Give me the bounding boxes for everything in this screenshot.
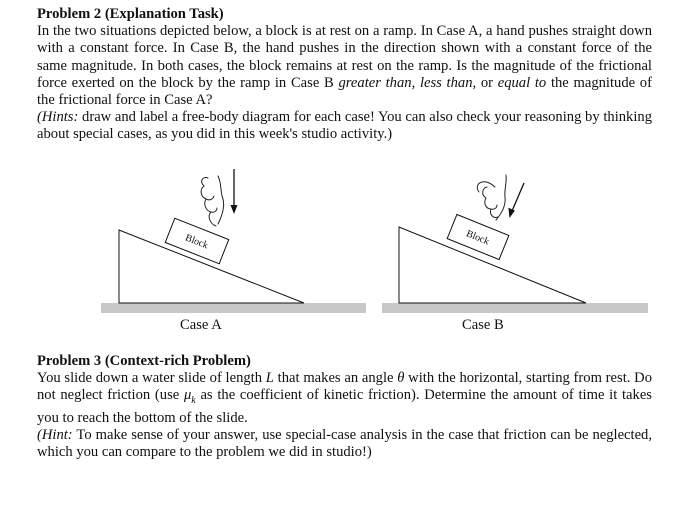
option-less: less than, xyxy=(419,74,477,91)
text-or: or xyxy=(476,74,498,91)
hand-b-icon xyxy=(477,175,506,220)
problem-3-text-3: with the horizontal, starting from rest. Do not neglect friction (use xyxy=(37,370,652,404)
var-mu-sub: k xyxy=(191,395,196,407)
block-label-a: Block xyxy=(183,232,210,252)
hand-a-icon xyxy=(201,176,224,226)
block-label-b: Block xyxy=(464,228,491,248)
var-mu: μ xyxy=(183,387,192,404)
problem-2-text-2: the magnitude of the frictional force in Case A? xyxy=(37,74,652,109)
problem-3-body xyxy=(37,370,652,427)
option-greater: greater than, xyxy=(338,74,416,91)
caption-case-a: Case A xyxy=(180,317,222,333)
problem-3-text-1: You slide down a water slide of length xyxy=(37,370,266,387)
problem-2-title: Problem 2 (Explanation Task) xyxy=(37,6,224,22)
force-arrow-a-icon xyxy=(231,169,238,214)
problem-2-text-1: In the two situations depicted below, a block is at rest on a ramp. In Case A, a hand pushes straight down with a constant force. In Case B, the hand pushes in the direction shown with a constant force of the same magnitude. In both cases, the block remains at rest on the ramp. Is the magnitude of the frictional force exerted on the block by the ramp in Case B xyxy=(37,23,652,91)
ground-a xyxy=(101,303,366,313)
problem-3-title: Problem 3 (Context-rich Problem) xyxy=(37,353,251,369)
force-arrow-b-icon xyxy=(508,183,524,218)
caption-case-b: Case B xyxy=(462,317,504,333)
hints-label: (Hints: xyxy=(37,109,79,126)
problem-3-text-4: as the coefficient of kinetic friction). Determine the amount of time it takes you to reach the bottom of the slide. xyxy=(37,387,652,426)
problem-3-hint xyxy=(37,427,652,461)
option-equal: equal to xyxy=(497,74,547,91)
var-L: L xyxy=(265,370,274,387)
problem-3 xyxy=(37,353,652,461)
var-theta: θ xyxy=(397,370,405,387)
hint-label: (Hint: xyxy=(37,426,73,443)
hints-text: draw and label a free-body diagram for each case! You can also check your reasoning by thinking about special cases, as you did in this week's studio activity.) xyxy=(37,109,652,143)
problem-3-text-2: that makes an angle xyxy=(273,370,398,387)
hint-text: To make sense of your answer, use special-case analysis in the case that friction can be neglected, which you can compare to the problem we did in studio!) xyxy=(37,426,652,460)
ground-b xyxy=(382,303,648,313)
